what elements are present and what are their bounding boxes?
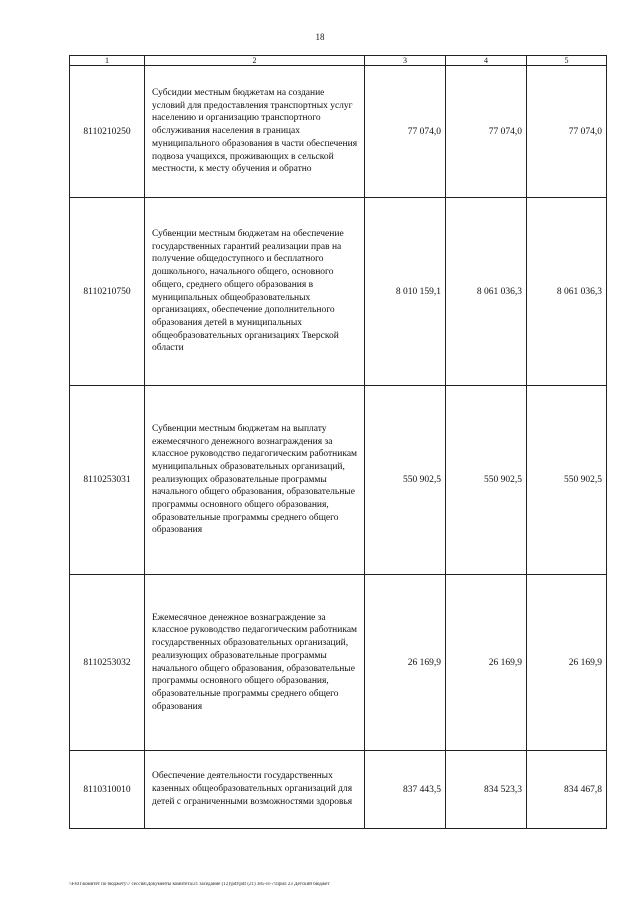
file-path-footer: \\Fs01\комитет по бюджету\7 сессия\Документы комитета\21 заседание (12)\pdf\pdf (21) 385-П-7\Прил 23 Детский бюджет — [69, 882, 330, 887]
table-row — [70, 66, 607, 198]
row-value-col3: 26 169,9 — [365, 575, 446, 751]
row-code: 8110253031 — [70, 386, 145, 575]
row-code: 8110253032 — [70, 575, 145, 751]
row-value-col5: 26 169,9 — [527, 575, 607, 751]
row-value-col3: 77 074,0 — [365, 66, 446, 198]
budget-table — [69, 55, 607, 829]
row-value-col5: 834 467,8 — [527, 751, 607, 829]
column-header-1: 1 — [70, 56, 145, 66]
row-description: Обеспечение деятельности государственных казенных общеобразовательных организаций для детей с ограниченными возможностями здоровья — [145, 751, 365, 829]
column-header-5: 5 — [527, 56, 607, 66]
table-row — [70, 386, 607, 575]
row-value-col4: 550 902,5 — [446, 386, 527, 575]
header-row — [70, 56, 607, 66]
row-value-col3: 837 443,5 — [365, 751, 446, 829]
row-value-col3: 8 010 159,1 — [365, 198, 446, 386]
row-code: 8110310010 — [70, 751, 145, 829]
table-row — [70, 198, 607, 386]
row-code: 8110210750 — [70, 198, 145, 386]
row-value-col5: 77 074,0 — [527, 66, 607, 198]
row-value-col3: 550 902,5 — [365, 386, 446, 575]
table-row — [70, 751, 607, 829]
row-value-col4: 8 061 036,3 — [446, 198, 527, 386]
row-description: Субвенции местным бюджетам на выплату ежемесячного денежного вознаграждения за классное руководство педагогическим работникам муниципальных образовательных организаций, реализующих образовательные программы начального общего образования, образовательные программы основного общего образования, образовательные программы среднего общего образования — [145, 386, 365, 575]
row-description: Субвенции местным бюджетам на обеспечение государственных гарантий реализации прав на получение общедоступного и бесплатного дошкольного, начального общего, основного общего, среднего общего образования в муниципальных общеобразовательных организациях, обеспечение дополнительного образования детей в муниципальных общеобразовательных организациях Тверской области — [145, 198, 365, 386]
row-value-col5: 8 061 036,3 — [527, 198, 607, 386]
page-number: 18 — [315, 32, 325, 42]
row-description: Ежемесячное денежное вознаграждение за классное руководство педагогическим работникам государственных образовательных организаций, реализующих образовательные программы начального общего образования, образовательные программы основного общего образования, образовательные программы среднего общего образования — [145, 575, 365, 751]
column-header-4: 4 — [446, 56, 527, 66]
row-code: 8110210250 — [70, 66, 145, 198]
row-value-col4: 26 169,9 — [446, 575, 527, 751]
column-header-2: 2 — [145, 56, 365, 66]
column-header-3: 3 — [365, 56, 446, 66]
row-value-col5: 550 902,5 — [527, 386, 607, 575]
row-value-col4: 834 523,3 — [446, 751, 527, 829]
row-value-col4: 77 074,0 — [446, 66, 527, 198]
row-description: Субсидии местным бюджетам на создание условий для предоставления транспортных услуг населению и организацию транспортного обслуживания населения в границах муниципального образования в части обеспечения подвоза учащихся, проживающих в сельской местности, к месту обучения и обратно — [145, 66, 365, 198]
table-row — [70, 575, 607, 751]
